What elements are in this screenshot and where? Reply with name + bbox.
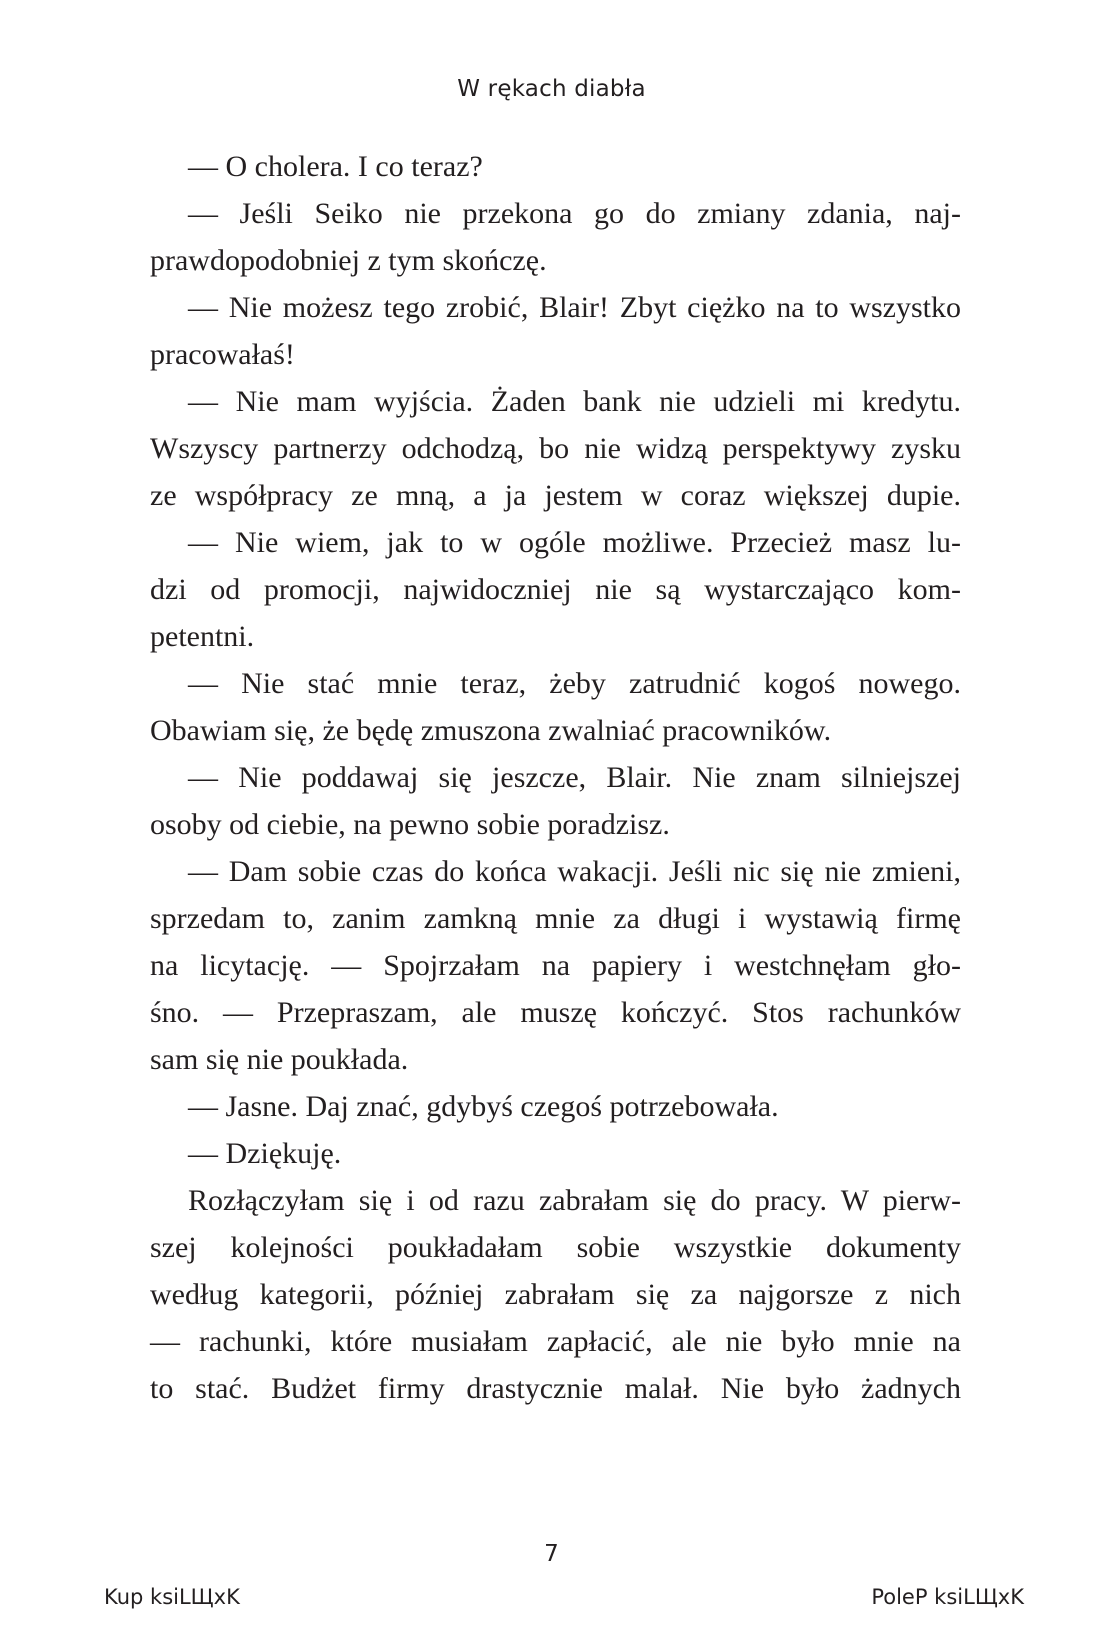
text-block (150, 143, 961, 1412)
text-line: szej kolejności poukładałam sobie wszystkie dokumenty (150, 1231, 961, 1264)
text-line: prawdopodobniej z tym skończę. (150, 244, 547, 277)
text-line: — O cholera. I co teraz? (188, 150, 483, 183)
text-line: śno. — Przepraszam, ale muszę kończyć. Stos rachunków (150, 996, 961, 1029)
text-line: — Jasne. Daj znać, gdybyś czegoś potrzebowała. (188, 1090, 779, 1123)
buy-book-link[interactable]: Kup ksiLЩxK (104, 1585, 240, 1609)
text-line: — rachunki, które musiałam zapłacić, ale nie było mnie na (150, 1325, 961, 1358)
text-line: petentni. (150, 620, 255, 653)
text-line: — Dziękuję. (188, 1137, 342, 1170)
page-number: 7 (544, 1541, 559, 1567)
text-line: sam się nie poukłada. (150, 1043, 409, 1076)
text-line: według kategorii, później zabrałam się za najgorsze z nich (150, 1278, 961, 1311)
text-line: na licytację. — Spojrzałam na papiery i westchnęłam gło- (150, 949, 961, 982)
running-header: W rękach diabła (457, 76, 646, 102)
text-line: — Nie możesz tego zrobić, Blair! Zbyt ciężko na to wszystko (188, 291, 961, 324)
text-line: osoby od ciebie, na pewno sobie poradzisz. (150, 808, 670, 841)
text-line: — Jeśli Seiko nie przekona go do zmiany zdania, naj- (188, 197, 961, 230)
text-line: — Dam sobie czas do końca wakacji. Jeśli nic się nie zmieni, (188, 855, 961, 888)
text-line: ze współpracy ze mną, a ja jestem w coraz większej dupie. (150, 479, 961, 512)
text-line: sprzedam to, zanim zamkną mnie za długi i wystawią firmę (150, 902, 961, 935)
text-line: Obawiam się, że będę zmuszona zwalniać pracowników. (150, 714, 832, 747)
text-line: Rozłączyłam się i od razu zabrałam się do pracy. W pierw- (188, 1184, 961, 1217)
text-line: — Nie stać mnie teraz, żeby zatrudnić kogoś nowego. (188, 667, 961, 700)
text-line: pracowałaś! (150, 338, 295, 371)
recommend-book-link[interactable]: PoleP ksiLЩxK (871, 1585, 1024, 1609)
text-line: dzi od promocji, najwidoczniej nie są wystarczająco kom- (150, 573, 961, 606)
text-line: — Nie wiem, jak to w ogóle możliwe. Przecież masz lu- (188, 526, 961, 559)
text-line: to stać. Budżet firmy drastycznie malał. Nie było żadnych (150, 1372, 961, 1405)
text-line: — Nie poddawaj się jeszcze, Blair. Nie znam silniejszej (188, 761, 961, 794)
text-line: — Nie mam wyjścia. Żaden bank nie udzieli mi kredytu. (188, 385, 961, 418)
text-line: Wszyscy partnerzy odchodzą, bo nie widzą perspektywy zysku (150, 432, 961, 465)
